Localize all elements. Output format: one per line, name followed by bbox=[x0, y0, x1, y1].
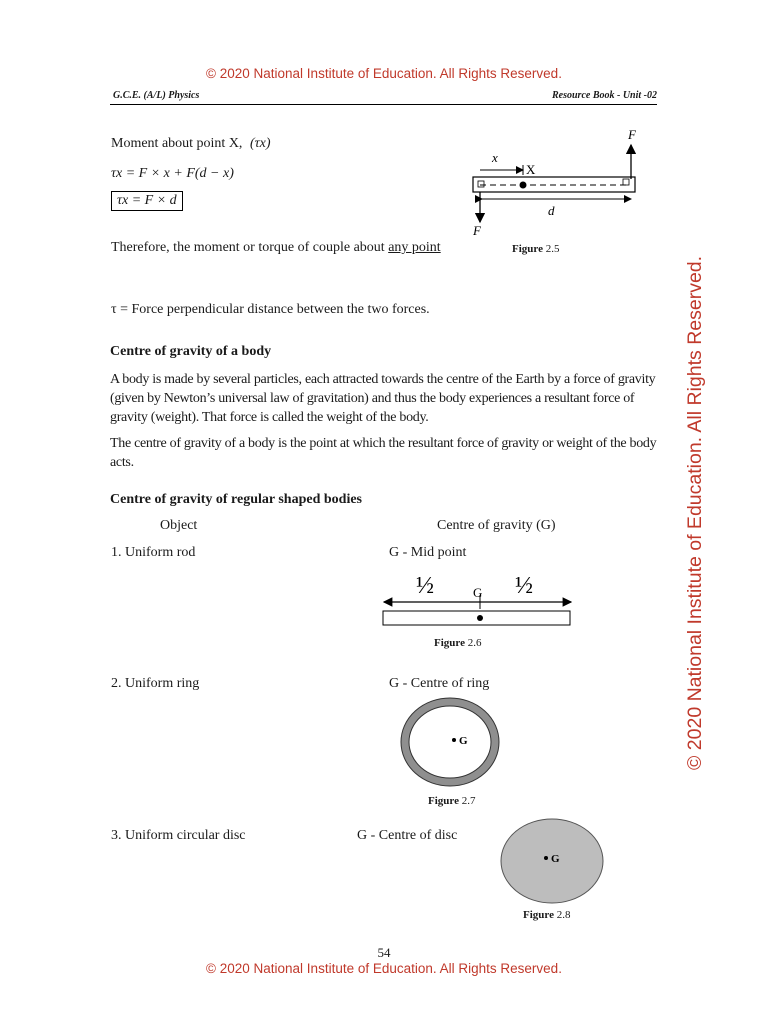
figure-2-6-diagram bbox=[380, 565, 575, 630]
label-f-bottom: F bbox=[473, 223, 481, 238]
caption-number: 2.6 bbox=[467, 637, 482, 649]
moment-heading-symbol: (τx) bbox=[249, 136, 271, 151]
item-rod-cog: G - Mid point bbox=[389, 545, 467, 560]
caption-number: 2.7 bbox=[461, 795, 476, 807]
header-left: G.C.E. (A/L) Physics bbox=[113, 90, 200, 101]
figure-2-6-caption bbox=[434, 637, 481, 649]
copyright-bottom: © 2020 National Institute of Education. All Rights Reserved. bbox=[206, 961, 562, 976]
copyright-vertical: © 2020 National Institute of Education. All Rights Reserved. bbox=[684, 255, 706, 770]
uniform-rod bbox=[383, 611, 570, 625]
item-disc-object: 3. Uniform circular disc bbox=[111, 828, 246, 843]
item-ring-object: 2. Uniform ring bbox=[111, 676, 200, 691]
half-right: ½ bbox=[515, 573, 533, 599]
item-ring-cog: G - Centre of ring bbox=[389, 676, 490, 691]
ring-label-g: G bbox=[459, 735, 468, 747]
figure-2-7-caption bbox=[428, 795, 475, 807]
therefore-line bbox=[111, 240, 441, 256]
label-x: x bbox=[492, 150, 498, 165]
figure-2-5-diagram bbox=[460, 125, 650, 240]
figure-2-8-diagram bbox=[500, 818, 604, 904]
label-d: d bbox=[548, 203, 555, 218]
column-cog: Centre of gravity (G) bbox=[437, 518, 556, 533]
therefore-text: Therefore, the moment or torque of couple about bbox=[111, 240, 389, 255]
rod-label-g: G bbox=[473, 585, 483, 600]
tau-definition: τ = Force perpendicular distance between the two forces. bbox=[111, 302, 430, 317]
disc-label-g: G bbox=[551, 853, 560, 865]
header-rule bbox=[110, 104, 657, 105]
moment-equation-1: τx = F × x + F(d − x) bbox=[111, 166, 234, 181]
half-left: ½ bbox=[416, 573, 434, 599]
caption-number: 2.5 bbox=[545, 243, 560, 255]
item-disc-cog: G - Centre of disc bbox=[357, 828, 458, 843]
header-right: Resource Book - Unit -02 bbox=[552, 90, 657, 101]
cog-paragraph-1: A body is made by several particles, each attracted towards the centre of the Earth by a force of gravity (given by Newton’s universal law of gravitation) and thus the body experiences a resultant force of gravity (weight). That force is called the weight of the body. bbox=[110, 372, 656, 425]
label-f-top: F bbox=[628, 127, 636, 142]
point-x-dot bbox=[520, 182, 527, 189]
caption-number: 2.8 bbox=[556, 909, 571, 921]
figure-2-7-diagram bbox=[399, 696, 501, 788]
moment-equation-2: τx = F × d bbox=[111, 191, 183, 211]
copyright-top: © 2020 National Institute of Education. All Rights Reserved. bbox=[206, 66, 562, 81]
item-rod-object: 1. Uniform rod bbox=[111, 545, 196, 560]
caption-word: Figure bbox=[434, 637, 465, 649]
cog-heading: Centre of gravity of a body bbox=[110, 344, 272, 359]
caption-word: Figure bbox=[523, 909, 554, 921]
figure-2-5-caption bbox=[512, 243, 559, 255]
column-object: Object bbox=[160, 518, 198, 533]
regular-heading: Centre of gravity of regular shaped bodies bbox=[110, 492, 362, 507]
label-capital-x: X bbox=[526, 162, 536, 177]
cog-paragraph-2: The centre of gravity of a body is the point at which the resultant force of gravity or weight of the body acts. bbox=[110, 436, 657, 470]
moment-heading-text: Moment about point X, bbox=[111, 136, 243, 151]
figure-2-8-caption bbox=[523, 909, 570, 921]
page-number: 54 bbox=[377, 945, 391, 960]
ring-inner bbox=[409, 706, 491, 778]
caption-word: Figure bbox=[428, 795, 459, 807]
rod-centre-dot bbox=[477, 615, 483, 621]
moment-heading bbox=[111, 136, 271, 152]
therefore-underlined: any point bbox=[388, 240, 441, 255]
caption-word: Figure bbox=[512, 243, 543, 255]
